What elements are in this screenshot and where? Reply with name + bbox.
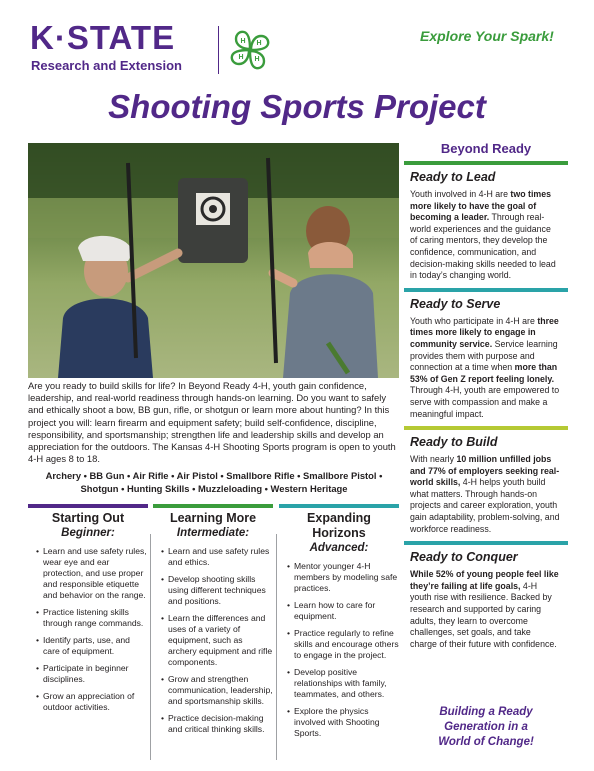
- section-body: [410, 189, 560, 282]
- section-ready-to-lead: [404, 169, 568, 282]
- level-title: Expanding Horizons: [307, 511, 371, 540]
- intro-paragraph: Are you ready to build skills for life? In Beyond Ready 4-H, youth gain confidence, leadership, and real-world readiness through hands-on learning. Do you want to safely and ethically shoot a bow, BB gun, rifle, or shotgun or learn more about hunting? In this project you will: learn firearm and equipment safety; build self-confidence, discipline, responsibility, and sportsmanship; strengthen life and leadership skills and develop an appreciation for the outdoors. The Kansas 4-H Shooting Sports program is open to youth 4-H ages 8 to 18.: [28, 380, 396, 465]
- emphasis: two times more likely to have the goal of becoming a leader.: [410, 189, 551, 223]
- level-bar: [153, 504, 273, 508]
- list-item: • Practice listening skills through range commands.: [36, 607, 148, 629]
- section-body: [410, 316, 560, 420]
- disciplines-line-1: Archery • BB Gun • Air Rifle • Air Pistol • Smallbore Rifle • Smallbore Pistol •: [45, 470, 383, 481]
- level-bar: [28, 504, 148, 508]
- list-item: • Learn how to care for equipment.: [287, 600, 399, 622]
- four-h-clover-icon: [228, 28, 272, 72]
- level-list: [279, 561, 399, 739]
- beyond-ready-sidebar: [404, 140, 568, 650]
- text: 4-H helps youth build what matters. Through hands-on projects and career exploration, youth gain adaptability, problem-solving, and workforce readiness.: [410, 477, 560, 534]
- section-ready-to-serve: [404, 296, 568, 420]
- list-item: • Learn the differences and uses of a variety of equipment, such as archery equipment and rifle components.: [161, 613, 273, 668]
- level-subtitle: Beginner:: [61, 527, 115, 539]
- level-subtitle: Intermediate:: [176, 527, 250, 539]
- svg-text:H: H: [256, 40, 262, 47]
- text: Through 4-H, youth are empowered to serve with compassion and make a meaningful impact.: [410, 385, 560, 419]
- section-title: Ready to Conquer: [410, 550, 518, 565]
- emphasis: more than 53% of Gen Z report feeling lonely.: [410, 362, 558, 384]
- sidebar-bar: [404, 541, 568, 545]
- list-item: • Identify parts, use, and care of equipment.: [36, 635, 148, 657]
- closing-line-2: Generation in a: [444, 721, 528, 733]
- sidebar-bar: [404, 288, 568, 292]
- section-ready-to-build: [404, 434, 568, 535]
- level-subtitle: Advanced:: [309, 542, 369, 554]
- list-item: • Practice regularly to refine skills and encourage others to engage in the project.: [287, 628, 399, 661]
- column-divider: [150, 534, 151, 760]
- sidebar-heading: Beyond Ready: [440, 141, 532, 156]
- list-item: • Participate in beginner disciplines.: [36, 663, 148, 685]
- text: Through real-world experiences and the guidance of caring mentors, they develop the confidence, communication, and decision-making skills needed to lead in today’s changing world.: [410, 212, 556, 281]
- section-title: Ready to Build: [410, 435, 498, 450]
- emphasis: three times more likely to engage in community service.: [410, 315, 559, 349]
- kstate-logo: [30, 20, 260, 80]
- sidebar-bar: [404, 426, 568, 430]
- level-bar: [279, 504, 399, 508]
- svg-text:H: H: [240, 38, 246, 45]
- section-ready-to-conquer: [404, 549, 568, 650]
- emphasis: 10 million unfilled jobs and 77% of employers seeking real-world skills,: [410, 454, 560, 488]
- level-expanding-horizons: [279, 504, 399, 745]
- closing-line-3: World of Change!: [438, 736, 534, 748]
- logo-subtitle: Research and Extension: [31, 58, 182, 73]
- logo-wordmark: K·STATE: [30, 19, 176, 56]
- text: Service learning provides them with purpose and connection at a time when: [410, 338, 558, 373]
- emphasis: While 52% of young people feel like they’re failing at life goals,: [410, 569, 559, 591]
- text: With nearly: [410, 454, 457, 465]
- section-title: Ready to Lead: [410, 170, 496, 184]
- closing-tagline: [404, 705, 568, 750]
- list-item: • Explore the physics involved with Shooting Sports.: [287, 706, 399, 739]
- logo-divider: [218, 26, 219, 74]
- section-body: [410, 569, 560, 650]
- column-divider: [276, 534, 277, 760]
- text: Youth who participate in 4-H are: [410, 315, 538, 326]
- tagline: Explore Your Spark!: [420, 28, 554, 44]
- list-item: • Practice decision-making and critical thinking skills.: [161, 713, 273, 735]
- level-starting-out: [28, 504, 148, 719]
- closing-line-1: Building a Ready: [439, 706, 533, 718]
- list-item: • Develop shooting skills using different techniques and positions.: [161, 574, 273, 607]
- level-learning-more: [153, 504, 273, 741]
- list-item: • Grow an appreciation of outdoor activities.: [36, 691, 148, 713]
- svg-text:H: H: [238, 54, 244, 61]
- level-list: [153, 546, 273, 735]
- text: Youth involved in 4-H are: [410, 189, 511, 199]
- svg-text:H: H: [254, 56, 260, 63]
- list-item: • Develop positive relationships with family, teammates, and others.: [287, 667, 399, 700]
- list-item: • Learn and use safety rules and ethics.: [161, 546, 273, 568]
- disciplines-list: [28, 469, 400, 495]
- sidebar-bar: [404, 161, 568, 165]
- level-title: Starting Out: [51, 511, 125, 525]
- list-item: • Grow and strengthen communication, leadership, and sportsmanship skills.: [161, 674, 273, 707]
- page-title: Shooting Sports Project: [108, 88, 486, 125]
- disciplines-line-2: Shotgun • Hunting Skills • Muzzleloading • Western Heritage: [80, 483, 348, 494]
- section-body: [410, 454, 560, 535]
- level-list: [28, 546, 148, 713]
- archery-photo: [28, 143, 399, 378]
- list-item: • Learn and use safety rules, wear eye and ear protection, and use proper and responsible etiquette and behavior on the range.: [36, 546, 148, 601]
- text: 4-H youth rise with resilience. Backed by research and supported by caring adults, they learn to overcome challenges, set goals, and take charge of their future with confidence.: [410, 580, 557, 649]
- list-item: • Mentor younger 4-H members by modeling safe practices.: [287, 561, 399, 594]
- section-title: Ready to Serve: [410, 296, 501, 311]
- level-title: Learning More: [169, 511, 257, 525]
